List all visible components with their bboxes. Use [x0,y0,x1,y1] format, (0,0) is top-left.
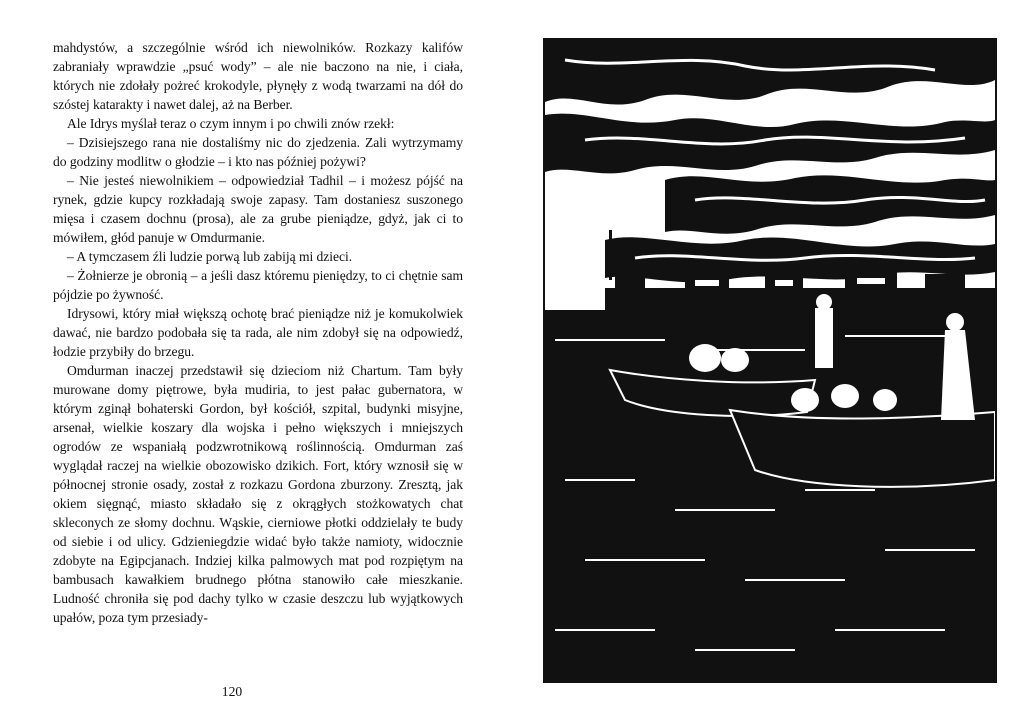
paragraph: – Dzisiejszego rana nie dostaliśmy nic do zjedzenia. Zali wytrzymamy do godziny modlitw o głodzie – i kto nas później pożywi? [53,135,463,169]
illustration-boats-on-river [543,38,997,683]
paragraph: mahdystów, a szczególnie wśród ich niewolników. Rozkazy kalifów zabraniały wprawdzie „psuć wody” – ale nie baczono na nie, i ciała, których nie zdołały pożreć krokodyle, płynęły z wodą twarzami na dół do szóstej katarakty i nawet dalej, aż na Berber. [53,40,463,112]
text-block [53,38,463,627]
paragraph: Ale Idrys myślał teraz o czym innym i po chwili znów rzekł: [67,116,395,131]
paragraph: Omdurman inaczej przedstawił się dzieciom niż Chartum. Tam były murowane domy piętrowe, była mudiria, to jest pałac gubernatora, w którym zginął bohaterski Gordon, był kościół, szpital, budynki misyjne, arsenał, wielkie koszary dla wojska i pełno większych i mniejszych ogrodów ze wspaniałą podzwrotnikową roślinnością. Omdurman zaś wyglądał raczej na wielkie obozowisko dzikich. Fort, który wznosił się w północnej stronie osady, został z rozkazu Gordona zburzony. Zresztą, jak okiem sięgnąć, miasto składało się z okrągłych stożkowatych chat skleconych ze słomy dochnu. Wąskie, cierniowe płotki oddzielały te budy od siebie i od ulicy. Gdzieniegdzie widać było także namioty, widocznie zdobyte na Egipcjanach. Indziej kilka palmowych mat pod rozpiętym na bambusach kawałkiem brudnego płótna stanowiło całe mieszkanie. Ludność chroniła się pod dachy tylko w czasie deszczu lub wyjątkowych upałów, poza tym przesiady- [53,363,463,625]
paragraph: Idrysowi, który miał większą ochotę brać pieniądze niż je komukolwiek dawać, nie bardzo podobała się ta rada, ale nim zdobył się na odpowiedź, łodzie przybiły do brzegu. [53,306,463,359]
river-water [545,310,995,681]
paragraph: – Żołnierze je obronią – a jeśli dasz któremu pieniędzy, to ci chętnie sam pójdzie po żywność. [53,268,463,302]
paragraph: – A tymczasem źli ludzie porwą lub zabiją mi dzieci. [67,249,353,264]
page-number: 120 [221,684,243,699]
ink-illustration [545,40,995,681]
paragraph: – Nie jesteś niewolnikiem – odpowiedział Tadhil – i możesz pójść na rynek, gdzie kupcy rozkładają swoje zapasy. Tam dostaniesz suszonego mięsa i czasem dochnu (prosa), ale za grube pieniądze, gdyż, jak ci to mówiłem, głód panuje w Omdurmanie. [53,173,463,245]
